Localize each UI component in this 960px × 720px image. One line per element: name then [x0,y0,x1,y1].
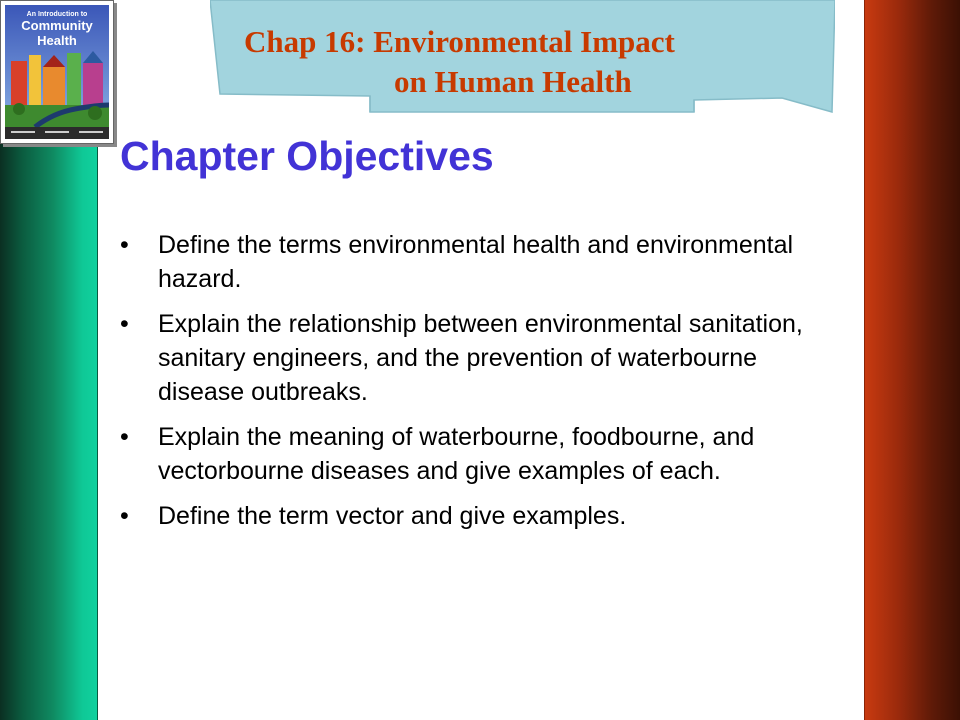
bullet-icon: • [120,231,129,259]
bullet-icon: • [120,423,129,451]
objectives-list [120,228,840,544]
chapter-title-line-2: on Human Health [394,64,632,99]
objective-text: Define the terms environmental health and environmental hazard. [158,231,794,293]
book-cover-image [0,0,114,144]
bullet-icon: • [120,310,129,338]
objective-item [120,307,840,409]
objective-text: Explain the relationship between environmental sanitation, sanitary engineers, and the prevention of waterbourne disease outbreaks. [158,310,803,406]
book-cover-illustration [5,5,109,139]
chapter-title-line-1: Chap 16: Environmental Impact [244,24,675,59]
slide-heading: Chapter Objectives [120,133,494,179]
bullet-icon: • [120,502,129,530]
objective-text: Explain the meaning of waterbourne, foodbourne, and vectorbourne diseases and give examples of each. [158,423,755,485]
chapter-title [226,22,786,102]
objective-item [120,499,840,533]
objective-item [120,420,840,488]
book-cover-title: Community [21,18,93,33]
book-cover-title-2: Health [37,33,77,48]
objective-text: Define the term vector and give examples. [158,502,627,530]
right-decorative-bar [864,0,960,720]
book-cover-subtitle: An Introduction to [26,11,88,18]
objective-item [120,228,840,296]
